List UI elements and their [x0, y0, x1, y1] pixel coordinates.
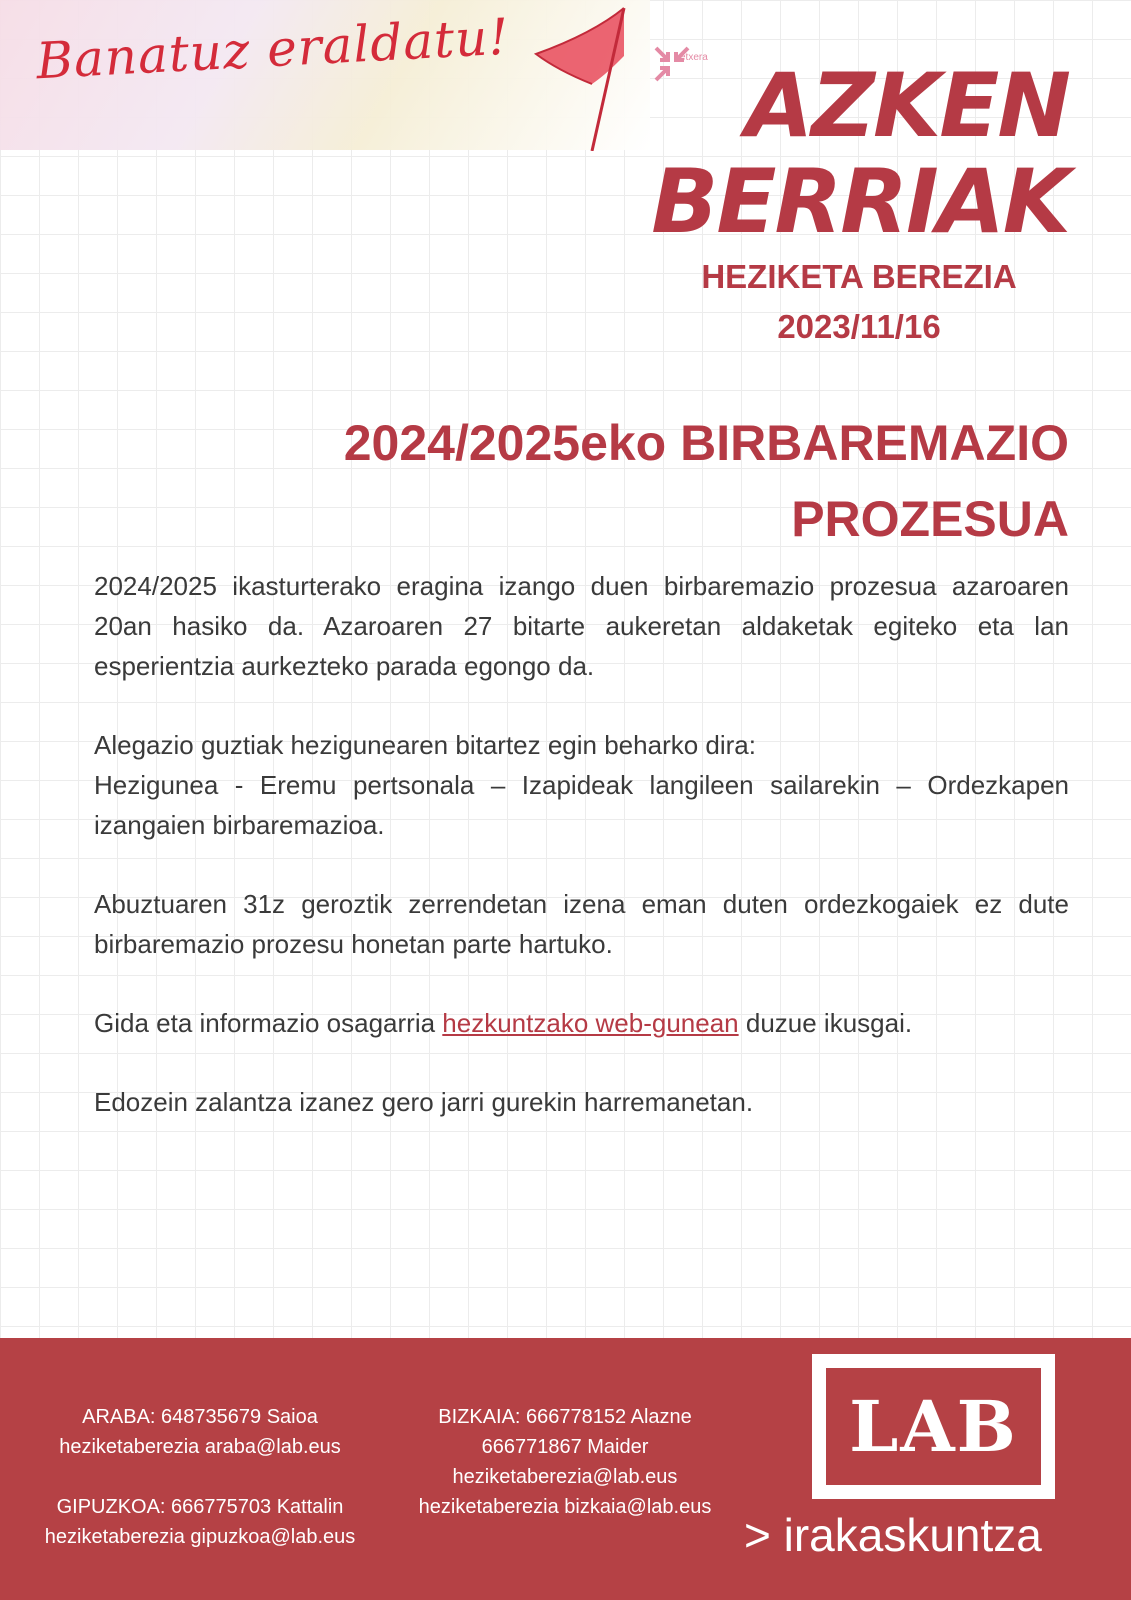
footer-tagline: > irakaskuntza — [744, 1509, 1042, 1561]
etxera-logo-label: etxera — [680, 52, 708, 63]
contact-araba-email[interactable]: heziketaberezia araba@lab.eus — [59, 1436, 341, 1458]
section-label: HEZIKETA BEREZIA — [701, 258, 1017, 295]
contact-bizkaia-email-1[interactable]: heziketaberezia@lab.eus — [452, 1466, 678, 1488]
contact-araba — [30, 1402, 370, 1462]
headline-line-1: 2024/2025eko BIRBAREMAZIO — [343, 415, 1069, 471]
contact-gipuzkoa-phone: GIPUZKOA: 666775703 Kattalin — [56, 1496, 344, 1518]
flag-icon — [532, 6, 642, 151]
contact-araba-phone: ARABA: 648735679 Saioa — [82, 1406, 318, 1428]
title-line-2: BERRIAK — [651, 150, 1069, 253]
paragraph-2a: Alegazio guztiak hezigunearen bitartez egin beharko dira: — [94, 730, 756, 760]
contact-bizkaia-phone-2: 666771867 Maider — [481, 1436, 649, 1458]
contact-gipuzkoa-email[interactable]: heziketaberezia gipuzkoa@lab.eus — [44, 1526, 356, 1548]
slogan: Banatuz eraldatu! — [34, 7, 511, 91]
paragraph-4-before: Gida eta informazio osagarria — [94, 1008, 436, 1038]
contact-bizkaia-phone-1: BIZKAIA: 666778152 Alazne — [438, 1406, 692, 1428]
paragraph-2b: Hezigunea - Eremu pertsonala – Izapideak langileen sailarekin – Ordezkapen izangaien birbaremazioa. — [94, 770, 1069, 840]
title-line-1: AZKEN — [745, 54, 1069, 157]
lab-logo — [812, 1354, 1055, 1499]
paragraph-1: 2024/2025 ikasturterako eragina izango duen birbaremazio prozesua azaroaren 20an hasiko da. Azaroaren 27 bitarte aukeretan aldaketak egiteko eta lan esperientzia aurkezteko parada egongo da. — [94, 571, 1069, 681]
paragraph-4-after: duzue ikusgai. — [745, 1008, 913, 1038]
paragraph-5: Edozein zalantza izanez gero jarri gurekin harremanetan. — [94, 1087, 754, 1117]
contact-bizkaia-email-2[interactable]: heziketaberezia bizkaia@lab.eus — [418, 1496, 712, 1518]
contact-bizkaia — [400, 1402, 730, 1522]
education-website-link[interactable]: hezkuntzako web-gunean — [442, 1008, 739, 1038]
paragraph-4 — [94, 1003, 1069, 1043]
lab-logo-text: LAB — [849, 1385, 1018, 1468]
publication-date: 2023/11/16 — [777, 308, 941, 345]
headline — [269, 405, 1069, 557]
body-text — [94, 566, 1069, 1161]
headline-line-2: PROZESUA — [791, 491, 1069, 547]
paragraph-3: Abuztuaren 31z geroztik zerrendetan izena eman duten ordezkogaiek ez dute birbaremazio prozesu honetan parte hartuko. — [94, 889, 1069, 959]
contact-gipuzkoa — [30, 1492, 370, 1552]
